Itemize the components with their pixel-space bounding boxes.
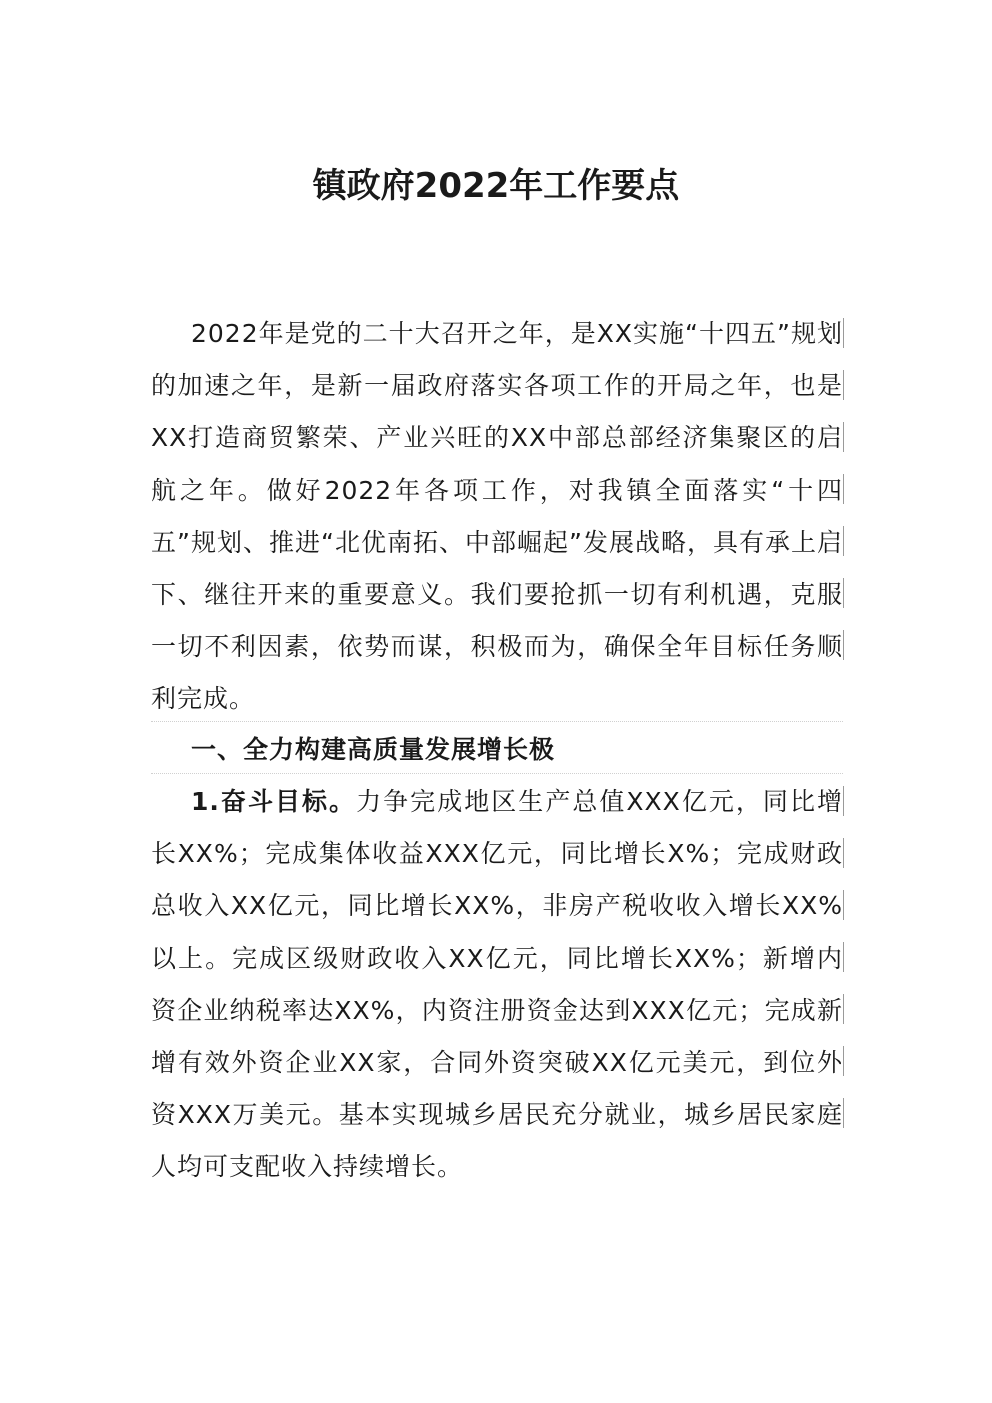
revision-bar bbox=[843, 422, 844, 452]
intro-paragraph: 2022年是党的二十大召开之年，是XX实施“十四五”规划的加速之年，是新一届政府落实各项工作的开局之年，也是XX打造商贸繁荣、产业兴旺的XX中部总部经济集聚区的启航之年。做好2022年各项工作，对我镇全面落实“十四五”规划、推进“北优南拓、中部崛起”发展战略，具有承上启下、继往开来的重要意义。我们要抢抓一切有利机遇，克服一切不利因素，依势而谋，积极而为，确保全年目标任务顺利完成。 bbox=[151, 319, 843, 714]
revision-bar bbox=[843, 474, 844, 504]
intro-paragraph-block bbox=[151, 308, 843, 726]
goal-lead: 1.奋斗目标。 bbox=[191, 787, 357, 816]
revision-bar bbox=[843, 630, 844, 660]
divider-line bbox=[151, 773, 843, 774]
divider-line bbox=[151, 721, 843, 722]
revision-bar bbox=[843, 1046, 844, 1076]
section-heading: 一、全力构建高质量发展增长极 bbox=[191, 735, 556, 764]
document-title: 镇政府2022年工作要点 bbox=[312, 166, 680, 206]
revision-bar bbox=[843, 526, 844, 556]
revision-bar bbox=[843, 942, 844, 972]
revision-bar bbox=[843, 578, 844, 608]
revision-bar bbox=[843, 994, 844, 1024]
revision-bar bbox=[843, 786, 844, 816]
revision-bar bbox=[843, 838, 844, 868]
goal-paragraph-block bbox=[151, 776, 843, 1194]
revision-bar bbox=[843, 890, 844, 920]
goal-paragraph bbox=[151, 776, 843, 1194]
goal-text: 力争完成地区生产总值XXX亿元，同比增长XX%；完成集体收益XXX亿元，同比增长X%；完成财政总收入XX亿元，同比增长XX%，非房产税收收入增长XX%以上。完成区级财政收入XX亿元，同比增长XX%；新增内资企业纳税率达XX%，内资注册资金达到XXX亿元；完成新增有效外资企业XX家，合同外资突破XX亿元美元，到位外资XXX万美元。基本实现城乡居民充分就业，城乡居民家庭人均可支配收入持续增长。 bbox=[151, 787, 843, 1182]
revision-bar bbox=[843, 370, 844, 400]
revision-bar bbox=[843, 318, 844, 348]
revision-bar bbox=[843, 1098, 844, 1128]
